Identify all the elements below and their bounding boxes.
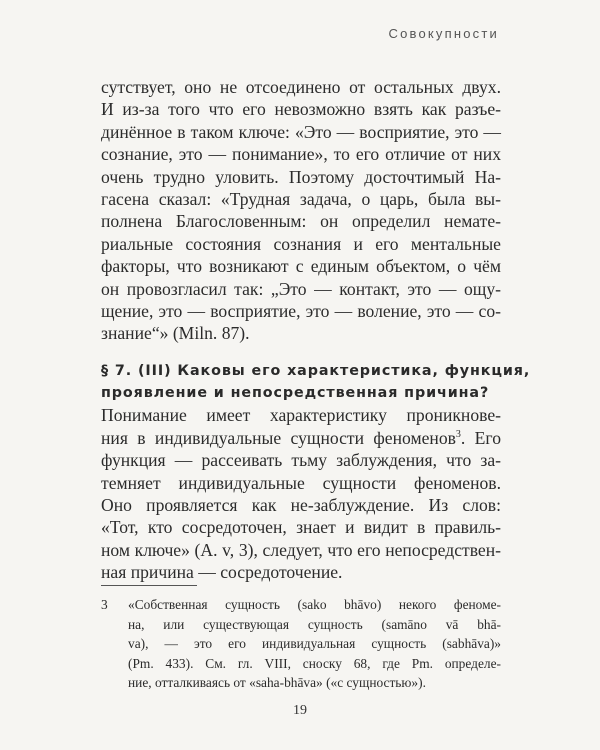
text-line: факторы, что возникают с единым объектом, о чём [101, 256, 501, 277]
text-line: «Тот, кто сосредоточен, знает и видит в правиль- [101, 517, 501, 538]
footnote [101, 595, 501, 693]
footnote-line: (Pm. 433). См. гл. VIII, сноску 68, где Pm. определе- [128, 655, 501, 671]
heading-line: проявление и непосредственная причина? [101, 385, 490, 402]
footnote-line: va), — это его индивидуальная сущность (sabhāva)» [128, 636, 501, 652]
paragraph [101, 76, 501, 345]
heading-line: § 7. (III) Каковы его характеристика, функция, [101, 362, 531, 379]
text-line: ния в индивидуальные сущности феноменов$^3$. Его [101, 427, 501, 448]
text-line: щение, это — восприятие, это — воление, это — со- [101, 300, 501, 321]
text-line: ная причина — сосредоточение. [101, 562, 343, 583]
text-line: ном ключе» (A. v, 3), следует, что его непосредствен- [101, 539, 501, 560]
text-line: темняет индивидуальные сущности феноменов. [101, 472, 501, 493]
footnote-line: «Собственная сущность (sako bhāvo) некого феноме- [128, 597, 501, 612]
page-number: 19 [293, 703, 307, 718]
text-line: И из-за того что его невозможно взять как разъе- [101, 99, 501, 120]
text-line: динённое в таком ключе: «Это — восприятие, это — [101, 121, 501, 142]
running-head: Совокупности [388, 26, 499, 41]
text-line: знание“» (Miln. 87). [101, 323, 250, 344]
text-line: риальные состояния сознания и его ментальные [101, 233, 501, 254]
section-paragraph [101, 404, 501, 583]
text-line: Оно проявляется как не-заблуждение. Из слов: [101, 495, 501, 516]
text-line: очень трудно уловить. Поэтому досточтимый На- [101, 166, 501, 187]
footnote-line: ние, отталкиваясь от «saha-bhāva» («с сущностью»). [128, 675, 426, 691]
footnote-number: 3 [101, 597, 108, 612]
text-line: он провозгласил так: „Это — контакт, это — ощу- [101, 278, 501, 299]
footnote-line: на, или существующая сущность (samāno vā bhā- [128, 616, 501, 632]
footnote-divider [101, 585, 197, 586]
text-line: Понимание имеет характеристику проникнове- [101, 405, 501, 426]
text-line: функция — рассеивать тьму заблуждения, что за- [101, 450, 501, 471]
text-line: сознание, это — понимание», то его отличие от них [101, 144, 501, 165]
section-heading [101, 360, 531, 405]
main-text [101, 76, 531, 584]
text-line: полнена Благословенным: он определил немате- [101, 211, 501, 232]
text-line: сутствует, оно не отсоединено от остальных двух. [101, 77, 501, 97]
text-line: гасена сказал: «Трудная задача, о царь, была вы- [101, 188, 501, 209]
footnote-reference[interactable]: 3 [455, 429, 461, 440]
